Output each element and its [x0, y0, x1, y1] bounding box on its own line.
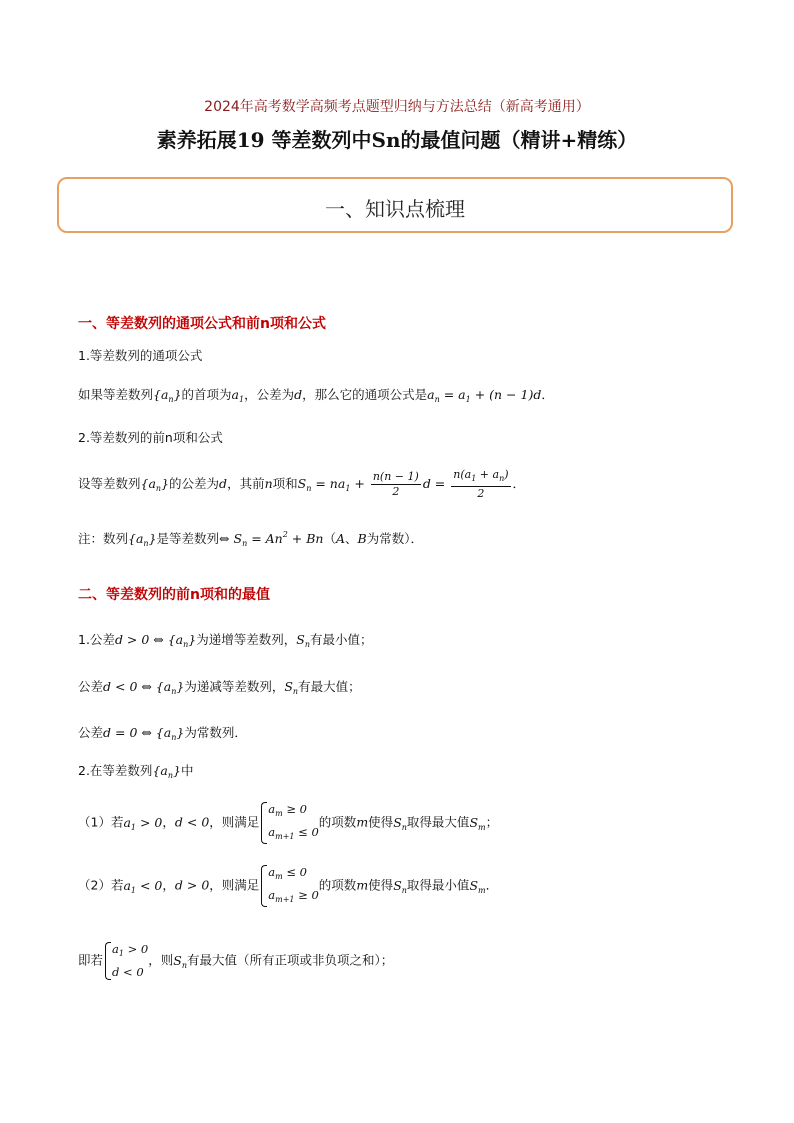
text: 是等差数列 [156, 531, 220, 546]
fraction: $\frac{n(a_1 + a_n)}{2}$ [453, 468, 509, 500]
text: （ [323, 531, 336, 546]
text: ，则满足 [209, 814, 260, 830]
formula: $a_1 > 0$ [123, 814, 163, 832]
text: 为常数列． [184, 725, 247, 740]
formula: $S_n$ [393, 877, 407, 895]
section-banner [57, 177, 733, 233]
text: 如果等差数列 [78, 387, 154, 402]
formula: $S_m$ [469, 814, 486, 832]
text: ，则满足 [209, 877, 260, 893]
formula: $S_n = na_1$ + [297, 476, 369, 493]
text: 公差 [78, 725, 104, 740]
text: 为递增等差数列， [196, 632, 297, 647]
case-2 [78, 863, 498, 909]
text: ， [162, 814, 175, 830]
formula: $\{a_n\}$ [152, 763, 181, 780]
text: ； [485, 814, 499, 830]
text: 设等差数列 [78, 476, 141, 491]
conclusion [78, 940, 393, 982]
note [78, 529, 423, 548]
case-system: $a_m \le 0$ $a_{m+1} \ge 0$ [259, 863, 319, 909]
text: 即若 [78, 952, 104, 968]
text: ，则 [148, 952, 174, 968]
text: 的公差为 [169, 476, 220, 491]
case-system: $a_1 > 0$ d < 0 [103, 940, 148, 982]
doc-title: 素养拓展19 等差数列中Sn的最值问题（精讲+精练） [156, 128, 638, 152]
text: ． [512, 476, 526, 491]
text: （1）若 [78, 814, 124, 830]
formula: $S_m$ [469, 877, 486, 895]
text: 有最大值（所有正项或非负项之和）； [186, 952, 394, 968]
line-in-sequence [78, 761, 193, 780]
formula: n [264, 476, 273, 491]
formula: $S_n$ [284, 679, 299, 696]
fraction: $\frac{n(n - 1)}{2}$ [372, 470, 419, 498]
section-banner-title: 一、知识点梳理 [325, 197, 465, 221]
formula: d < 0 [174, 814, 210, 830]
text: 有最小值； [310, 632, 373, 647]
formula: $a_n = a_1 + (n - 1)d$ [427, 387, 542, 404]
formula: m [356, 814, 369, 830]
doc-subtitle: 2024年高考数学高频考点题型归纳与方法总结（新高考通用） [204, 99, 590, 115]
formula: $S_n$ [173, 952, 187, 970]
text: （2）若 [78, 877, 124, 893]
text: ． [485, 877, 499, 893]
text: 公差 [78, 679, 104, 694]
formula: d > 0 ⇔ $\{a_n\}$ [114, 632, 197, 649]
item2-body [78, 468, 525, 501]
text: 取得最小值 [406, 877, 470, 893]
text: ， [162, 877, 175, 893]
text: 注：数列 [78, 531, 129, 546]
text: 有最大值； [298, 679, 361, 694]
item1-body [78, 385, 554, 404]
formula: d < 0 ⇔ $\{a_n\}$ [103, 679, 185, 696]
formula: $\{a_n\}$ [128, 531, 157, 548]
item2-title: 2.等差数列的前n项和公式 [78, 430, 223, 445]
text: 为递减等差数列， [184, 679, 285, 694]
text: 使得 [368, 877, 394, 893]
text: 的首项为 [181, 387, 232, 402]
formula: d = [422, 476, 450, 491]
formula: d > 0 [174, 877, 210, 893]
formula: $a_1$ [231, 387, 245, 404]
line-increasing [78, 630, 373, 649]
formula: B [357, 531, 367, 546]
text: 2.在等差数列 [78, 763, 153, 778]
text: ． [541, 387, 554, 402]
text: ，公差为 [244, 387, 295, 402]
text: 使得 [368, 814, 394, 830]
formula: $\{a_n\}$ [140, 476, 170, 493]
item1-title: 1.等差数列的通项公式 [78, 348, 203, 363]
text: ，其前 [227, 476, 265, 491]
section2-heading: 二、等差数列的前n项和的最值 [78, 587, 270, 603]
text: 、 [345, 531, 358, 546]
formula: ⇔ $S_n = An^2 + Bn$ [219, 530, 324, 548]
formula: $S_n$ [296, 632, 310, 649]
case-system: $a_m \ge 0$ $a_{m+1} \le 0$ [259, 800, 319, 846]
text: 的项数 [318, 877, 357, 893]
text: 1.公差 [78, 632, 115, 647]
formula: $S_n$ [393, 814, 407, 832]
formula: m [356, 877, 369, 893]
text: 中 [180, 763, 194, 778]
formula: d [219, 476, 228, 491]
formula: A [336, 531, 346, 546]
text: ，那么它的通项公式是 [302, 387, 428, 402]
text: 为常数）． [366, 531, 423, 546]
line-decreasing [78, 677, 361, 696]
text: 项和 [272, 476, 298, 491]
section1-heading: 一、等差数列的通项公式和前n项和公式 [78, 316, 326, 332]
formula: $\{a_n\}$ [153, 387, 182, 404]
text: 取得最大值 [406, 814, 470, 830]
formula: d [294, 387, 303, 402]
formula: $a_1 < 0$ [123, 877, 163, 895]
text: 的项数 [318, 814, 357, 830]
line-constant [78, 723, 247, 742]
case-1 [78, 800, 498, 846]
formula: d = 0 ⇔ $\{a_n\}$ [103, 725, 185, 742]
